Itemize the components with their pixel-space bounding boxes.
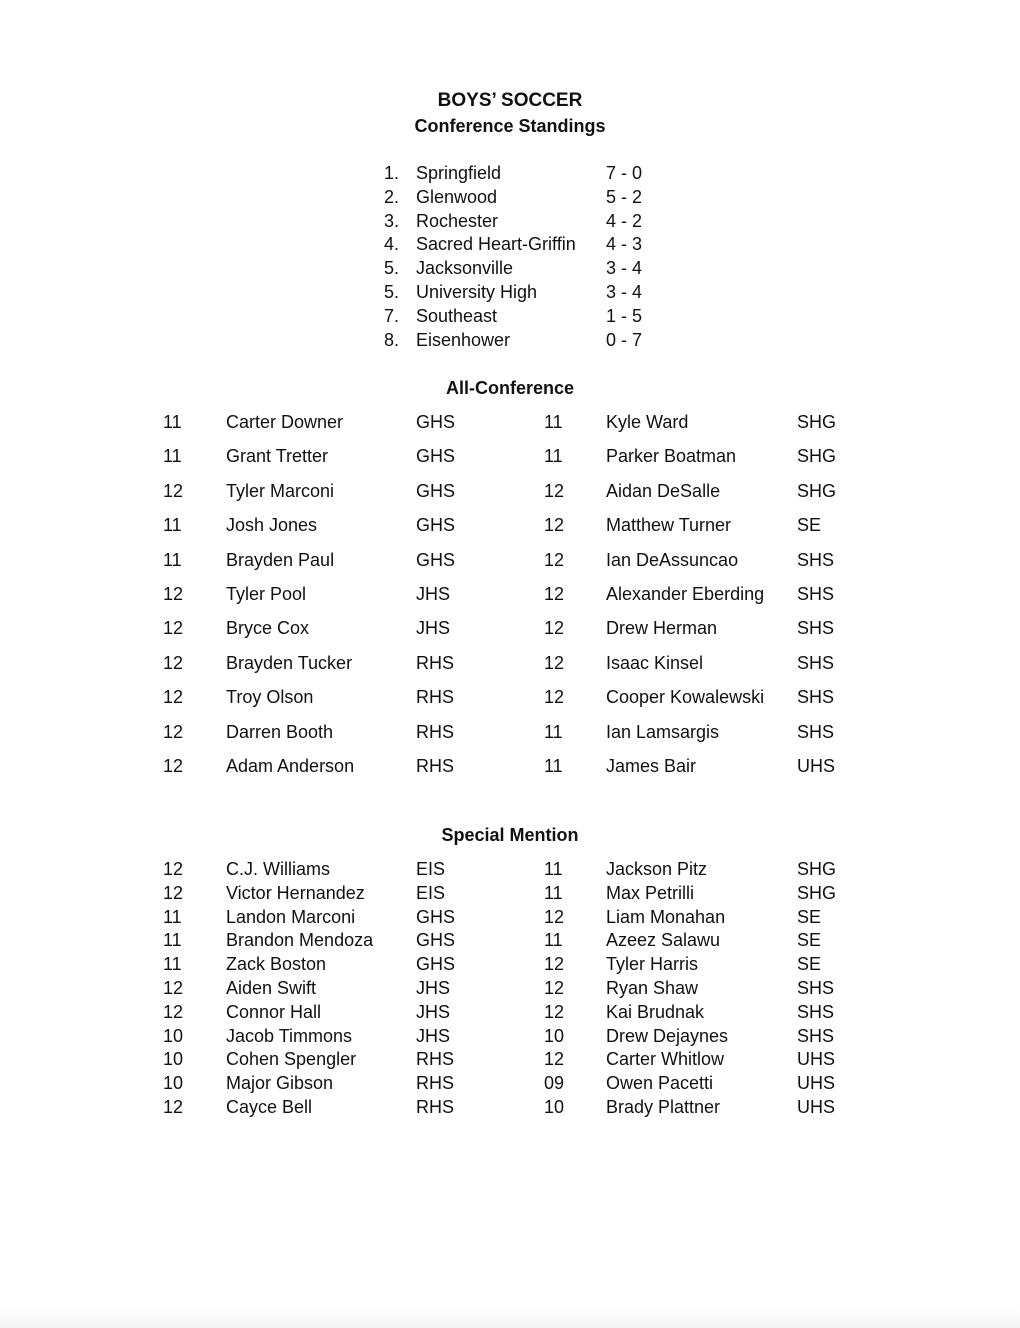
player-name: Isaac Kinsel bbox=[606, 652, 704, 673]
table-row bbox=[0, 446, 1020, 480]
player-school: RHS bbox=[416, 652, 455, 673]
player-school: RHS bbox=[416, 687, 455, 708]
player-grade: 12 bbox=[163, 1096, 184, 1117]
player-grade: 12 bbox=[544, 480, 565, 501]
player-grade: 12 bbox=[544, 687, 565, 708]
player-grade: 11 bbox=[163, 446, 182, 467]
player-grade: 12 bbox=[163, 977, 184, 998]
player-grade: 12 bbox=[544, 583, 565, 604]
player-school: UHS bbox=[797, 755, 836, 776]
player-grade: 12 bbox=[163, 480, 184, 501]
standings-record: 4 - 3 bbox=[606, 234, 643, 255]
standings-rank: 5. bbox=[384, 281, 400, 302]
table-row bbox=[0, 1002, 1020, 1026]
table-row bbox=[0, 756, 1020, 790]
standings-rank: 2. bbox=[384, 186, 400, 207]
page-bottom-edge bbox=[0, 1308, 1020, 1328]
standings-team: Eisenhower bbox=[416, 329, 511, 350]
standings-row bbox=[0, 258, 1020, 282]
player-name: Cooper Kowalewski bbox=[606, 687, 765, 708]
standings-rank: 3. bbox=[384, 210, 400, 231]
table-row bbox=[0, 618, 1020, 652]
table-row bbox=[0, 954, 1020, 978]
all-conference-heading: All-Conference bbox=[445, 378, 575, 398]
standings-rank: 8. bbox=[384, 329, 400, 350]
player-grade: 12 bbox=[163, 652, 184, 673]
player-school: SHS bbox=[797, 1025, 835, 1046]
player-name: Grant Tretter bbox=[226, 446, 329, 467]
player-name: Brayden Paul bbox=[226, 549, 335, 570]
player-grade: 12 bbox=[544, 549, 565, 570]
standings-row bbox=[0, 330, 1020, 354]
player-grade: 11 bbox=[544, 882, 563, 903]
player-name: Matthew Turner bbox=[606, 515, 732, 536]
player-school: JHS bbox=[416, 583, 451, 604]
player-name: Drew Herman bbox=[606, 618, 718, 639]
player-school: SHS bbox=[797, 1001, 835, 1022]
standings-team: Springfield bbox=[416, 163, 502, 183]
player-grade: 12 bbox=[544, 1001, 565, 1022]
table-row bbox=[0, 481, 1020, 515]
player-name: Carter Whitlow bbox=[606, 1049, 725, 1070]
player-name: Cohen Spengler bbox=[226, 1049, 357, 1070]
player-school: JHS bbox=[416, 618, 451, 639]
table-row bbox=[0, 978, 1020, 1002]
player-school: SHS bbox=[797, 652, 835, 673]
player-name: Owen Pacetti bbox=[606, 1073, 714, 1094]
player-grade: 11 bbox=[163, 412, 182, 432]
page-title: BOYS’ SOCCER bbox=[437, 90, 583, 111]
player-name: Ryan Shaw bbox=[606, 977, 699, 998]
player-school: SHG bbox=[797, 412, 837, 432]
player-grade: 12 bbox=[544, 618, 565, 639]
table-row bbox=[0, 1026, 1020, 1050]
player-name: Kyle Ward bbox=[606, 412, 689, 432]
standings-list bbox=[0, 163, 1020, 353]
standings-team: Jacksonville bbox=[416, 258, 514, 279]
player-name: Liam Monahan bbox=[606, 906, 726, 927]
standings-rank: 5. bbox=[384, 258, 400, 279]
player-name: Tyler Harris bbox=[606, 954, 699, 975]
player-grade: 10 bbox=[544, 1025, 565, 1046]
player-grade: 12 bbox=[163, 687, 184, 708]
player-name: James Bair bbox=[606, 755, 697, 776]
player-school: GHS bbox=[416, 412, 456, 432]
player-grade: 12 bbox=[544, 954, 565, 975]
player-school: RHS bbox=[416, 721, 455, 742]
player-school: UHS bbox=[797, 1096, 836, 1117]
player-name: Aidan DeSalle bbox=[606, 480, 721, 501]
player-name: Parker Boatman bbox=[606, 446, 737, 467]
player-name: Connor Hall bbox=[226, 1001, 322, 1022]
standings-row bbox=[0, 234, 1020, 258]
player-name: Brandon Mendoza bbox=[226, 930, 374, 951]
standings-team: Rochester bbox=[416, 210, 499, 231]
standings-record: 4 - 2 bbox=[606, 210, 643, 231]
player-school: JHS bbox=[416, 1001, 451, 1022]
table-row bbox=[0, 584, 1020, 618]
standings-row bbox=[0, 306, 1020, 330]
player-grade: 12 bbox=[163, 1001, 184, 1022]
player-name: Ian DeAssuncao bbox=[606, 549, 739, 570]
table-row bbox=[0, 1073, 1020, 1097]
player-school: SHG bbox=[797, 446, 837, 467]
player-grade: 10 bbox=[163, 1073, 184, 1094]
player-name: C.J. Williams bbox=[226, 859, 330, 879]
player-school: UHS bbox=[797, 1049, 836, 1070]
standings-record: 3 - 4 bbox=[606, 258, 643, 279]
player-name: Brady Plattner bbox=[606, 1096, 721, 1117]
standings-record: 3 - 4 bbox=[606, 281, 643, 302]
player-grade: 11 bbox=[544, 446, 563, 467]
player-grade: 12 bbox=[544, 515, 565, 536]
table-row bbox=[0, 722, 1020, 756]
player-school: RHS bbox=[416, 1049, 455, 1070]
player-school: GHS bbox=[416, 906, 456, 927]
player-name: Bryce Cox bbox=[226, 618, 310, 639]
player-name: Max Petrilli bbox=[606, 882, 695, 903]
player-name: Tyler Pool bbox=[226, 583, 307, 604]
special-mention-table bbox=[0, 859, 1020, 1121]
standings-row bbox=[0, 282, 1020, 306]
player-name: Major Gibson bbox=[226, 1073, 334, 1094]
player-school: RHS bbox=[416, 755, 455, 776]
standings-rank: 1. bbox=[384, 163, 400, 183]
player-school: SHS bbox=[797, 583, 835, 604]
player-school: EIS bbox=[416, 882, 446, 903]
player-grade: 11 bbox=[544, 412, 563, 432]
player-school: GHS bbox=[416, 515, 456, 536]
player-grade: 12 bbox=[163, 618, 184, 639]
player-grade: 10 bbox=[163, 1025, 184, 1046]
table-row bbox=[0, 550, 1020, 584]
table-row bbox=[0, 930, 1020, 954]
player-grade: 11 bbox=[544, 859, 563, 879]
player-name: Kai Brudnak bbox=[606, 1001, 705, 1022]
player-name: Azeez Salawu bbox=[606, 930, 721, 951]
player-name: Adam Anderson bbox=[226, 755, 355, 776]
player-school: GHS bbox=[416, 954, 456, 975]
player-name: Jackson Pitz bbox=[606, 859, 708, 879]
player-school: SE bbox=[797, 906, 822, 927]
player-name: Josh Jones bbox=[226, 515, 318, 536]
player-grade: 12 bbox=[544, 977, 565, 998]
player-school: GHS bbox=[416, 480, 456, 501]
player-grade: 12 bbox=[163, 583, 184, 604]
table-row bbox=[0, 1097, 1020, 1121]
standings-record: 5 - 2 bbox=[606, 186, 643, 207]
player-grade: 12 bbox=[163, 859, 184, 879]
player-grade: 11 bbox=[163, 906, 182, 927]
player-school: SHS bbox=[797, 721, 835, 742]
player-name: Victor Hernandez bbox=[226, 882, 365, 903]
player-grade: 12 bbox=[163, 721, 184, 742]
standings-rank: 7. bbox=[384, 305, 400, 326]
player-name: Troy Olson bbox=[226, 687, 314, 708]
standings-rank: 4. bbox=[384, 234, 400, 255]
player-grade: 09 bbox=[544, 1073, 565, 1094]
standings-record: 0 - 7 bbox=[606, 329, 643, 350]
standings-team: University High bbox=[416, 281, 538, 302]
standings-record: 7 - 0 bbox=[606, 163, 643, 183]
player-grade: 12 bbox=[544, 652, 565, 673]
player-name: Cayce Bell bbox=[226, 1096, 313, 1117]
standings-heading: Conference Standings bbox=[414, 116, 606, 136]
table-row bbox=[0, 515, 1020, 549]
player-school: RHS bbox=[416, 1096, 455, 1117]
player-name: Zack Boston bbox=[226, 954, 327, 975]
player-school: SHG bbox=[797, 882, 837, 903]
player-school: EIS bbox=[416, 859, 446, 879]
player-school: SE bbox=[797, 515, 822, 536]
player-grade: 10 bbox=[163, 1049, 184, 1070]
player-grade: 12 bbox=[544, 906, 565, 927]
player-school: SE bbox=[797, 930, 822, 951]
player-grade: 12 bbox=[544, 1049, 565, 1070]
player-school: SHG bbox=[797, 480, 837, 501]
player-school: GHS bbox=[416, 446, 456, 467]
player-school: GHS bbox=[416, 549, 456, 570]
all-conference-table bbox=[0, 412, 1020, 790]
player-school: JHS bbox=[416, 1025, 451, 1046]
player-school: GHS bbox=[416, 930, 456, 951]
player-name: Darren Booth bbox=[226, 721, 334, 742]
player-grade: 11 bbox=[544, 721, 563, 742]
player-name: Landon Marconi bbox=[226, 906, 356, 927]
standings-row bbox=[0, 163, 1020, 187]
player-grade: 11 bbox=[163, 930, 182, 951]
player-school: SHS bbox=[797, 977, 835, 998]
player-school: RHS bbox=[416, 1073, 455, 1094]
player-name: Alexander Eberding bbox=[606, 583, 765, 604]
player-school: SHG bbox=[797, 859, 837, 879]
player-school: UHS bbox=[797, 1073, 836, 1094]
player-name: Brayden Tucker bbox=[226, 652, 353, 673]
standings-row bbox=[0, 187, 1020, 211]
player-grade: 11 bbox=[544, 930, 563, 951]
player-name: Carter Downer bbox=[226, 412, 344, 432]
table-row bbox=[0, 412, 1020, 446]
player-grade: 11 bbox=[163, 515, 182, 536]
table-row bbox=[0, 687, 1020, 721]
player-grade: 12 bbox=[163, 882, 184, 903]
player-school: SHS bbox=[797, 549, 835, 570]
player-grade: 11 bbox=[163, 954, 182, 975]
player-school: SHS bbox=[797, 618, 835, 639]
player-school: JHS bbox=[416, 977, 451, 998]
player-school: SHS bbox=[797, 687, 835, 708]
standings-team: Southeast bbox=[416, 305, 498, 326]
player-name: Ian Lamsargis bbox=[606, 721, 720, 742]
standings-team: Sacred Heart-Griffin bbox=[416, 234, 576, 255]
standings-record: 1 - 5 bbox=[606, 305, 643, 326]
player-name: Tyler Marconi bbox=[226, 480, 335, 501]
standings-row bbox=[0, 211, 1020, 235]
table-row bbox=[0, 653, 1020, 687]
player-name: Jacob Timmons bbox=[226, 1025, 353, 1046]
player-school: SE bbox=[797, 954, 822, 975]
table-row bbox=[0, 859, 1020, 883]
table-row bbox=[0, 883, 1020, 907]
player-name: Aiden Swift bbox=[226, 977, 317, 998]
player-grade: 11 bbox=[544, 755, 563, 776]
table-row bbox=[0, 1049, 1020, 1073]
player-grade: 12 bbox=[163, 755, 184, 776]
player-grade: 11 bbox=[163, 549, 182, 570]
table-row bbox=[0, 907, 1020, 931]
player-grade: 10 bbox=[544, 1096, 565, 1117]
special-mention-heading: Special Mention bbox=[441, 825, 579, 845]
player-name: Drew Dejaynes bbox=[606, 1025, 729, 1046]
standings-team: Glenwood bbox=[416, 186, 498, 207]
